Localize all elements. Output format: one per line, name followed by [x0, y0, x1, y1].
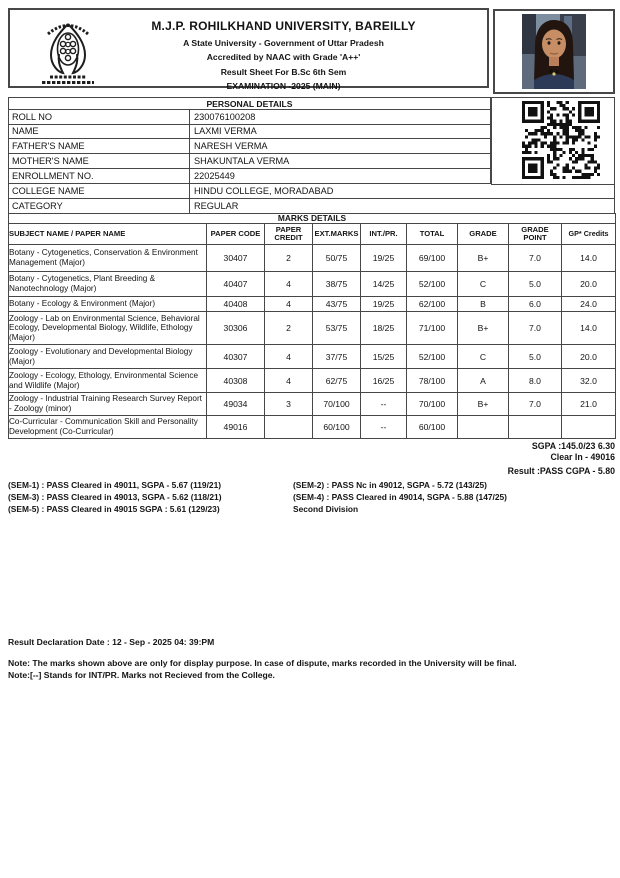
subject-cell: Zoology - Evolutionary and Developmental Biology (Major)	[9, 345, 207, 369]
student-photo	[522, 14, 586, 89]
sem2-result: (SEM-2) : PASS Nc in 49012, SGPA - 5.72 (143/25)	[293, 480, 487, 490]
sem3-result: (SEM-3) : PASS Cleared in 49013, SGPA - 5.62 (118/21)	[8, 492, 222, 502]
note-int-pr: Note:[--] Stands for INT/PR. Marks not Recieved from the College.	[8, 670, 275, 680]
subject-cell: Zoology - Industrial Training Research Survey Report - Zoology (minor)	[9, 393, 207, 416]
marks-cell: 53/75	[313, 312, 361, 345]
marks-cell: 5.0	[509, 272, 562, 297]
marks-row	[9, 312, 616, 345]
marks-row	[9, 272, 616, 297]
marks-cell: 4	[265, 297, 313, 312]
subject-cell: Botany - Ecology & Environment (Major)	[9, 297, 207, 312]
marks-cell: 21.0	[562, 393, 616, 416]
personal-row-rollno	[8, 110, 491, 125]
field-label: MOTHER'S NAME	[9, 154, 190, 168]
header-subtitle-1: A State University - Government of Uttar Pradesh	[183, 37, 384, 48]
subject-cell: Botany - Cytogenetics, Plant Breeding & Nanotechnology (Major)	[9, 272, 207, 297]
marks-cell: 16/25	[361, 369, 407, 393]
university-name: M.J.P. ROHILKHAND UNIVERSITY, BAREILLY	[151, 19, 416, 33]
marks-cell: 62/100	[407, 297, 458, 312]
marks-cell: 37/75	[313, 345, 361, 369]
marks-cell: 40308	[207, 369, 265, 393]
marks-row	[9, 393, 616, 416]
marks-cell: 4	[265, 369, 313, 393]
marks-cell: 50/75	[313, 245, 361, 272]
field-label: CATEGORY	[9, 199, 190, 213]
marks-cell: 7.0	[509, 245, 562, 272]
marks-cell: 52/100	[407, 272, 458, 297]
field-label: ENROLLMENT NO.	[9, 169, 190, 183]
marks-cell: 15/25	[361, 345, 407, 369]
header-subtitle-2: Accredited by NAAC with Grade 'A++'	[206, 52, 361, 63]
header-text	[80, 19, 487, 91]
marks-cell	[458, 416, 509, 439]
marks-cell	[265, 416, 313, 439]
student-photo-box	[493, 9, 615, 94]
marks-cell: --	[361, 393, 407, 416]
col-gp-credits: GP* Credits	[562, 224, 616, 245]
personal-row-category	[8, 199, 615, 214]
marks-cell: 14.0	[562, 245, 616, 272]
marks-cell: 20.0	[562, 272, 616, 297]
marks-cell: 71/100	[407, 312, 458, 345]
marks-cell: 7.0	[509, 393, 562, 416]
marks-cell: B+	[458, 245, 509, 272]
marks-cell: 70/100	[407, 393, 458, 416]
marks-cell: 49016	[207, 416, 265, 439]
marks-row	[9, 297, 616, 312]
marks-cell: 3	[265, 393, 313, 416]
field-label: COLLEGE NAME	[9, 184, 190, 198]
marks-cell: 40307	[207, 345, 265, 369]
marks-cell: 4	[265, 345, 313, 369]
marks-cell: 30407	[207, 245, 265, 272]
marks-row	[9, 416, 616, 439]
personal-details-title: PERSONAL DETAILS	[8, 97, 491, 110]
marks-row	[9, 369, 616, 393]
marks-details-title: MARKS DETAILS	[9, 214, 616, 224]
marks-cell: --	[361, 416, 407, 439]
subject-cell: Zoology - Ecology, Ethology, Environmental Science and Wildlife (Major)	[9, 369, 207, 393]
header-subtitle-4: EXAMINATION -2025 (MAIN)	[226, 81, 341, 92]
division-label: Second Division	[293, 504, 359, 514]
marks-cell: 14/25	[361, 272, 407, 297]
marks-cell: B+	[458, 312, 509, 345]
marks-cell: 14.0	[562, 312, 616, 345]
subject-cell: Botany - Cytogenetics, Conservation & Environment Management (Major)	[9, 245, 207, 272]
personal-row-enrollment	[8, 169, 491, 184]
marks-row	[9, 345, 616, 369]
field-value: HINDU COLLEGE, MORADABAD	[194, 186, 334, 196]
field-value: 230076100208	[194, 112, 256, 122]
subject-cell: Zoology - Lab on Environmental Science, Behavioral Ecology, Developmental Biology, Wildlife, Ethology (Major)	[9, 312, 207, 345]
field-value: 22025449	[194, 171, 235, 181]
sem4-result: (SEM-4) : PASS Cleared in 49014, SGPA - 5.88 (147/25)	[293, 492, 507, 502]
marks-cell	[562, 416, 616, 439]
field-label: ROLL NO	[9, 110, 190, 124]
clear-in-line: Clear In - 49016	[550, 452, 615, 462]
sem1-result: (SEM-1) : PASS Cleared in 49011, SGPA - 5.67 (119/21)	[8, 480, 222, 490]
marks-cell: C	[458, 272, 509, 297]
field-value: REGULAR	[194, 201, 239, 211]
marks-cell: 20.0	[562, 345, 616, 369]
marks-cell: A	[458, 369, 509, 393]
field-label: FATHER'S NAME	[9, 139, 190, 153]
col-total: TOTAL	[407, 224, 458, 245]
marks-cell: B+	[458, 393, 509, 416]
qr-code-icon	[522, 101, 600, 179]
marks-cell: 60/100	[313, 416, 361, 439]
marks-cell: 52/100	[407, 345, 458, 369]
marks-cell: 18/25	[361, 312, 407, 345]
marks-cell: 6.0	[509, 297, 562, 312]
marks-cell: 30306	[207, 312, 265, 345]
marks-cell: B	[458, 297, 509, 312]
marks-cell: 2	[265, 312, 313, 345]
marks-cell: 19/25	[361, 297, 407, 312]
result-line: Result :PASS CGPA - 5.80	[507, 466, 615, 476]
col-grade: GRADE	[458, 224, 509, 245]
marks-cell: 8.0	[509, 369, 562, 393]
col-subject: SUBJECT NAME / PAPER NAME	[9, 224, 207, 245]
marks-cell: 2	[265, 245, 313, 272]
header-subtitle-3: Result Sheet For B.Sc 6th Sem	[220, 66, 347, 77]
marks-cell: 40408	[207, 297, 265, 312]
result-declaration-date: Result Declaration Date : 12 - Sep - 2025 04: 39:PM	[8, 637, 215, 647]
marks-cell: 32.0	[562, 369, 616, 393]
sem5-result: (SEM-5) : PASS Cleared in 49015 SGPA : 5.61 (129/23)	[8, 504, 220, 514]
marks-cell: 7.0	[509, 312, 562, 345]
field-value: SHAKUNTALA VERMA	[194, 156, 290, 166]
marks-cell: 78/100	[407, 369, 458, 393]
marks-cell: 38/75	[313, 272, 361, 297]
marks-cell: C	[458, 345, 509, 369]
col-ext-marks: EXT.MARKS	[313, 224, 361, 245]
col-paper-credit: PAPER CREDIT	[265, 224, 313, 245]
col-grade-point: GRADE POINT	[509, 224, 562, 245]
marks-cell: 19/25	[361, 245, 407, 272]
subject-cell: Co-Curricular - Communication Skill and Personality Development (Co-Curricular)	[9, 416, 207, 439]
personal-row-mother	[8, 154, 491, 169]
marks-row	[9, 245, 616, 272]
marks-table	[8, 213, 616, 439]
marks-cell: 40407	[207, 272, 265, 297]
field-value: NARESH VERMA	[194, 141, 268, 151]
marks-header-row	[9, 224, 616, 245]
qr-code-box	[491, 97, 615, 185]
field-label: NAME	[9, 124, 190, 138]
col-paper-code: PAPER CODE	[207, 224, 265, 245]
note-display-purpose: Note: The marks shown above are only for display purpose. In case of dispute, marks recorded in the University will be final.	[8, 658, 517, 668]
header	[8, 8, 489, 92]
marks-cell: 5.0	[509, 345, 562, 369]
marks-cell: 4	[265, 272, 313, 297]
col-int-pr: INT./PR.	[361, 224, 407, 245]
sgpa-line: SGPA :145.0/23 6.30	[531, 441, 615, 451]
marks-cell	[509, 416, 562, 439]
marks-cell: 49034	[207, 393, 265, 416]
marks-cell: 24.0	[562, 297, 616, 312]
personal-row-college	[8, 184, 615, 199]
personal-row-father	[8, 139, 491, 154]
marks-cell: 69/100	[407, 245, 458, 272]
marks-cell: 62/75	[313, 369, 361, 393]
field-value: LAXMI VERMA	[194, 126, 257, 136]
marks-cell: 70/100	[313, 393, 361, 416]
marks-cell: 43/75	[313, 297, 361, 312]
personal-row-name	[8, 124, 491, 139]
marks-cell: 60/100	[407, 416, 458, 439]
